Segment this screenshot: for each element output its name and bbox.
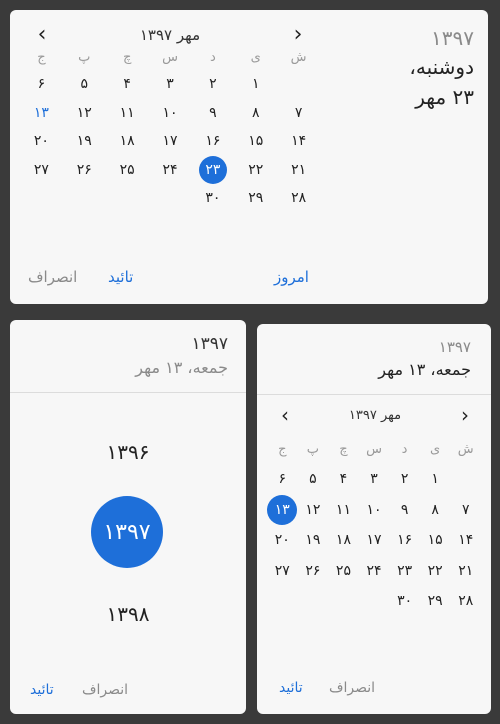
weekday-label: پ xyxy=(78,50,91,65)
weekday-label: د xyxy=(401,442,408,457)
empty-cell xyxy=(328,586,359,617)
day-number: ۲۹ xyxy=(248,190,264,207)
empty-cell xyxy=(20,184,63,213)
date-picker-dialog-portrait xyxy=(257,324,491,714)
day-number: ۱ xyxy=(431,471,439,488)
day-cell[interactable] xyxy=(298,495,329,526)
cancel-button[interactable]: انصراف xyxy=(82,682,129,698)
day-cell[interactable] xyxy=(191,127,234,156)
day-number: ۱۵ xyxy=(248,133,264,150)
day-number: ۱۱ xyxy=(119,104,135,121)
date-picker-dialog-landscape xyxy=(10,10,488,304)
day-cell[interactable] xyxy=(191,70,234,99)
day-number: ۵ xyxy=(309,471,317,488)
day-number: ۹ xyxy=(400,501,409,518)
empty-cell xyxy=(298,586,329,617)
day-cell[interactable] xyxy=(389,495,420,526)
day-number: ۲۳ xyxy=(199,156,227,184)
day-number: ۱۳ xyxy=(33,104,49,121)
day-cell[interactable] xyxy=(20,127,63,156)
chevron-right-icon[interactable]: › xyxy=(293,22,303,47)
selected-year[interactable]: ۱۳۹۷ xyxy=(91,496,163,568)
today-button[interactable]: امروز xyxy=(274,268,309,286)
header-date[interactable]: جمعه، ۱۳ مهر xyxy=(135,358,228,377)
weekday-label: ج xyxy=(278,442,287,457)
month-label: مهر ۱۳۹۷ xyxy=(139,26,201,44)
day-cell[interactable] xyxy=(234,127,277,156)
day-cell[interactable] xyxy=(267,556,298,587)
cancel-button[interactable]: انصراف xyxy=(28,268,78,286)
day-number: ۲۹ xyxy=(427,593,443,610)
day-cell[interactable] xyxy=(267,464,298,495)
day-cell[interactable] xyxy=(389,586,420,617)
day-cell[interactable] xyxy=(234,156,277,185)
day-number: ۱۷ xyxy=(162,133,178,150)
day-number: ۲۶ xyxy=(76,161,92,178)
selected-day-cell[interactable] xyxy=(191,156,234,185)
day-number: ۲۸ xyxy=(458,593,474,610)
empty-cell xyxy=(106,184,149,213)
chevron-right-icon[interactable]: › xyxy=(460,403,469,427)
day-number: ۳ xyxy=(166,76,174,93)
day-cell[interactable] xyxy=(420,495,451,526)
header-date[interactable]: جمعه، ۱۳ مهر xyxy=(378,360,471,379)
header-year[interactable]: ۱۳۹۷ xyxy=(431,26,474,50)
day-number: ۲۰ xyxy=(33,133,49,150)
day-number: ۶ xyxy=(278,471,287,488)
day-cell[interactable] xyxy=(20,70,63,99)
calendar-grid xyxy=(267,436,481,617)
day-number: ۳ xyxy=(370,471,378,488)
day-cell[interactable] xyxy=(328,525,359,556)
day-number: ۸ xyxy=(431,501,439,518)
header-year[interactable]: ۱۳۹۷ xyxy=(191,334,228,354)
day-cell[interactable] xyxy=(234,184,277,213)
ok-button[interactable]: تائید xyxy=(108,268,134,286)
chevron-left-icon[interactable]: ‹ xyxy=(281,403,289,427)
day-cell[interactable] xyxy=(63,70,106,99)
day-cell[interactable] xyxy=(450,525,481,556)
day-cell[interactable] xyxy=(389,556,420,587)
day-cell[interactable] xyxy=(328,464,359,495)
day-cell[interactable] xyxy=(20,156,63,185)
day-number: ۱۴ xyxy=(458,532,474,549)
day-cell[interactable] xyxy=(149,99,192,128)
empty-cell xyxy=(267,586,298,617)
month-label: مهر ۱۳۹۷ xyxy=(348,407,402,423)
day-cell[interactable] xyxy=(63,127,106,156)
day-number: ۱۵ xyxy=(427,532,443,549)
day-cell[interactable] xyxy=(359,495,390,526)
day-cell[interactable] xyxy=(106,70,149,99)
day-number: ۲۶ xyxy=(305,562,321,579)
day-number: ۱۲ xyxy=(76,104,92,121)
header-divider xyxy=(10,392,246,393)
weekday-label: چ xyxy=(122,50,132,65)
day-cell[interactable] xyxy=(328,556,359,587)
day-cell[interactable] xyxy=(267,525,298,556)
day-cell[interactable] xyxy=(359,556,390,587)
day-number: ۲ xyxy=(400,471,409,488)
weekday-label: ج xyxy=(37,50,46,65)
day-number: ۱۴ xyxy=(291,133,307,150)
empty-cell xyxy=(359,586,390,617)
year-item[interactable]: ۱۳۹۸ xyxy=(106,602,150,626)
day-cell[interactable] xyxy=(149,156,192,185)
day-number: ۲۴ xyxy=(366,562,382,579)
day-cell[interactable] xyxy=(149,70,192,99)
day-number: ۹ xyxy=(209,104,217,121)
day-cell[interactable] xyxy=(359,525,390,556)
day-number: ۱۶ xyxy=(205,133,221,150)
header-weekday: دوشنبه، xyxy=(409,55,474,79)
header-year[interactable]: ۱۳۹۷ xyxy=(438,338,471,356)
day-number: ۴ xyxy=(339,471,348,488)
day-number: ۴ xyxy=(123,76,131,93)
day-number: ۱۹ xyxy=(305,532,321,549)
day-number: ۲۷ xyxy=(274,562,290,579)
empty-cell xyxy=(149,184,192,213)
day-number: ۲۲ xyxy=(427,562,443,579)
calendar-grid xyxy=(20,46,320,213)
day-cell[interactable] xyxy=(450,495,481,526)
day-cell[interactable] xyxy=(359,464,390,495)
weekday-label: ش xyxy=(457,442,474,457)
day-number: ۱۶ xyxy=(397,532,413,549)
weekday-label: د xyxy=(209,50,216,65)
day-cell[interactable] xyxy=(106,127,149,156)
day-cell[interactable] xyxy=(106,99,149,128)
today-day-cell[interactable] xyxy=(20,99,63,128)
month-navigation xyxy=(273,402,477,428)
day-cell[interactable] xyxy=(298,464,329,495)
day-number: ۱۰ xyxy=(162,104,178,121)
day-number: ۳۰ xyxy=(397,593,413,610)
day-cell[interactable] xyxy=(234,99,277,128)
header-divider xyxy=(257,394,491,395)
weekday-label: ی xyxy=(250,50,261,65)
selected-day-cell[interactable] xyxy=(267,495,298,526)
day-number: ۲ xyxy=(209,76,217,93)
day-number: ۷ xyxy=(461,501,470,518)
year-item[interactable]: ۱۳۹۶ xyxy=(106,440,150,464)
day-cell[interactable] xyxy=(191,184,234,213)
day-number: ۲۲ xyxy=(248,161,264,178)
weekday-label: ش xyxy=(290,50,307,65)
day-number: ۱۱ xyxy=(335,501,351,518)
weekday-label: پ xyxy=(306,442,319,457)
header-day-month: ۲۳ مهر xyxy=(415,85,474,109)
day-number: ۱۸ xyxy=(335,532,351,549)
day-cell[interactable] xyxy=(389,464,420,495)
day-number: ۳۰ xyxy=(205,190,221,207)
day-cell[interactable] xyxy=(277,99,320,128)
day-number: ۱۳ xyxy=(267,495,297,525)
day-cell[interactable] xyxy=(389,525,420,556)
day-cell[interactable] xyxy=(106,156,149,185)
chevron-left-icon[interactable]: ‹ xyxy=(37,22,47,47)
day-cell[interactable] xyxy=(328,495,359,526)
day-cell[interactable] xyxy=(234,70,277,99)
day-number: ۲۸ xyxy=(291,190,307,207)
day-number: ۸ xyxy=(251,104,260,121)
day-number: ۲۵ xyxy=(119,161,135,178)
day-number: ۱۷ xyxy=(366,532,382,549)
cancel-button[interactable]: انصراف xyxy=(329,680,376,696)
weekday-label: س xyxy=(366,442,382,457)
day-number: ۲۱ xyxy=(458,562,474,579)
day-cell[interactable] xyxy=(191,99,234,128)
day-number: ۱۹ xyxy=(76,133,92,150)
day-number: ۲۴ xyxy=(162,161,178,178)
day-cell[interactable] xyxy=(450,556,481,587)
day-number: ۶ xyxy=(37,76,46,93)
day-cell[interactable] xyxy=(63,156,106,185)
day-number: ۲۷ xyxy=(33,161,49,178)
day-number: ۷ xyxy=(294,104,303,121)
ok-button[interactable]: تائید xyxy=(279,680,303,696)
day-number: ۱۰ xyxy=(366,501,382,518)
weekday-label: ی xyxy=(430,442,441,457)
day-number: ۱ xyxy=(251,76,260,93)
day-number: ۲۳ xyxy=(397,562,413,579)
day-number: ۲۰ xyxy=(274,532,290,549)
day-cell[interactable] xyxy=(298,525,329,556)
day-cell[interactable] xyxy=(63,99,106,128)
day-cell[interactable] xyxy=(149,127,192,156)
year-picker-dialog xyxy=(10,320,246,714)
day-number: ۲۵ xyxy=(335,562,351,579)
day-cell[interactable] xyxy=(420,586,451,617)
day-number: ۱۲ xyxy=(305,501,321,518)
day-cell[interactable] xyxy=(277,156,320,185)
day-cell[interactable] xyxy=(277,184,320,213)
weekday-label: س xyxy=(162,50,178,65)
day-number: ۱۸ xyxy=(119,133,135,150)
weekday-label: چ xyxy=(339,442,348,457)
day-cell[interactable] xyxy=(277,127,320,156)
day-number: ۲۱ xyxy=(291,161,307,178)
day-cell[interactable] xyxy=(420,525,451,556)
ok-button[interactable]: تائید xyxy=(30,682,54,698)
day-cell[interactable] xyxy=(420,556,451,587)
empty-cell xyxy=(277,70,320,99)
empty-cell xyxy=(450,464,481,495)
empty-cell xyxy=(63,184,106,213)
day-cell[interactable] xyxy=(298,556,329,587)
day-number: ۵ xyxy=(80,76,89,93)
day-cell[interactable] xyxy=(420,464,451,495)
day-cell[interactable] xyxy=(450,586,481,617)
